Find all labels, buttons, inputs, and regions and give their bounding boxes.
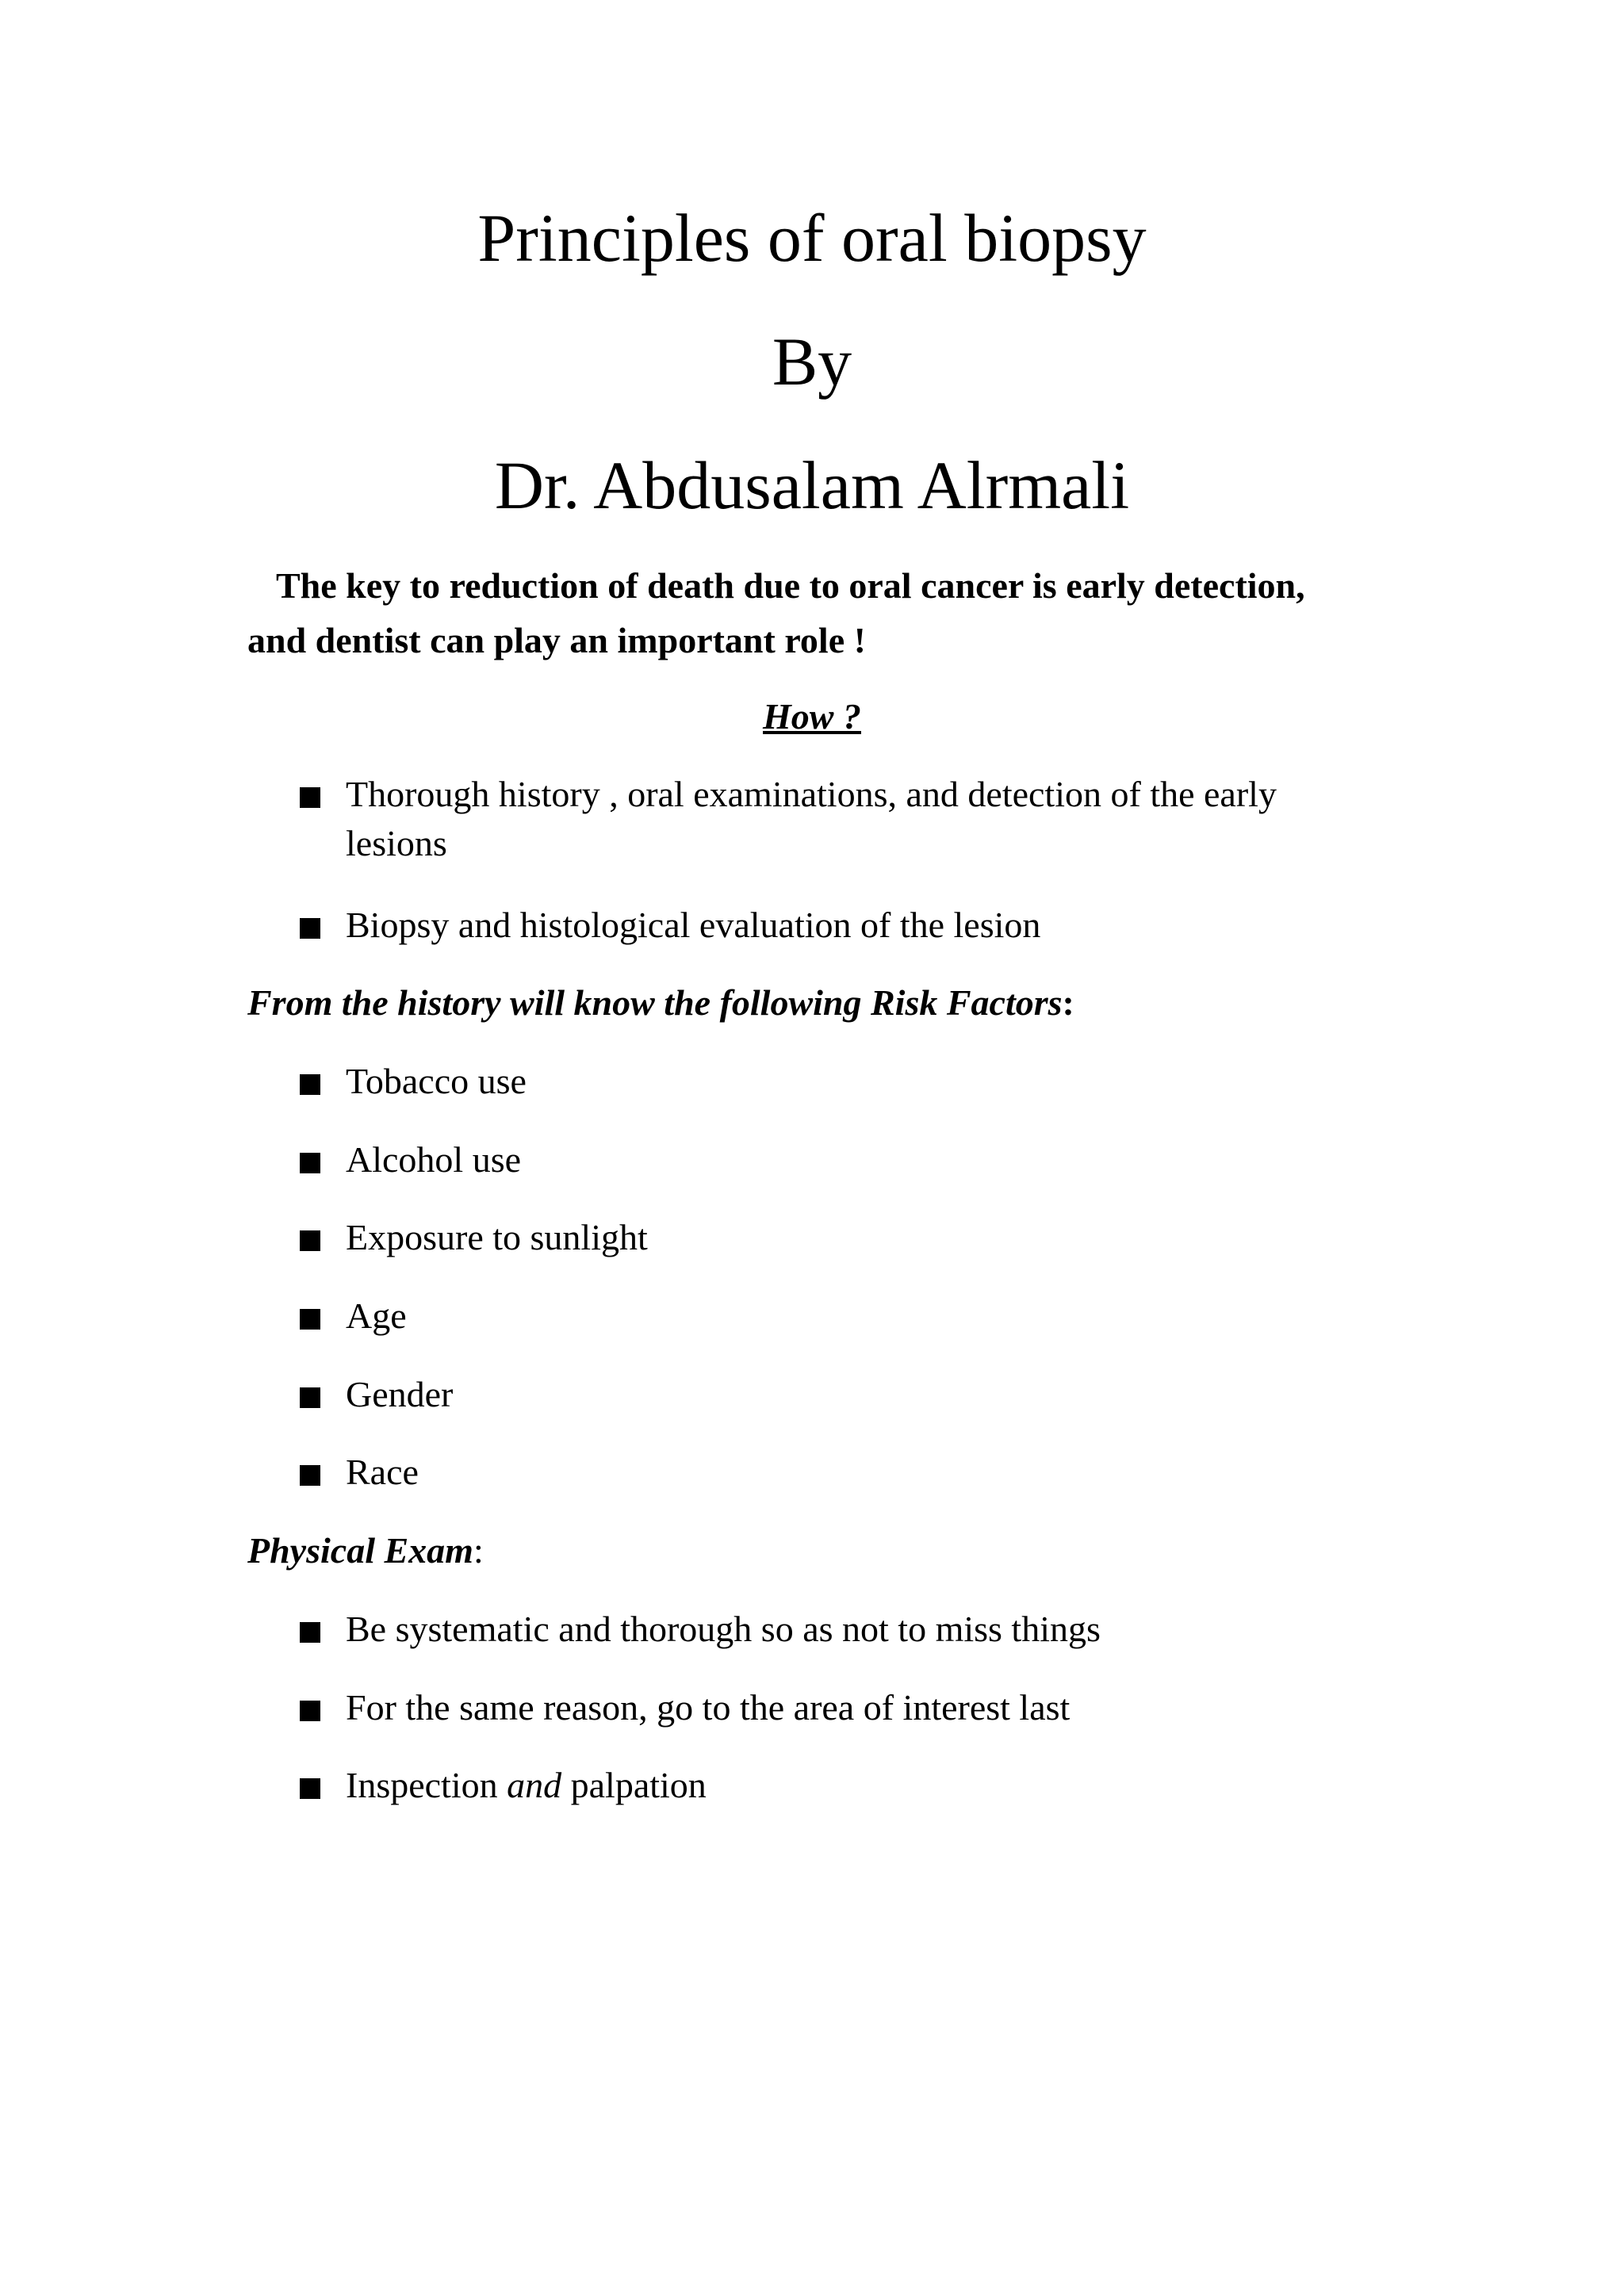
risk-factor-label: Race — [346, 1452, 419, 1492]
risk-factor-item — [300, 1057, 1410, 1106]
risk-factor-item — [300, 1213, 1410, 1262]
author-name: Dr. Abdusalam Alrmali — [494, 447, 1130, 523]
document-title: Principles of oral biopsy — [477, 200, 1147, 276]
how-heading: How ? — [763, 696, 861, 737]
exam-item-label — [346, 1761, 1410, 1810]
how-item-line-1: Thorough history , oral examinations, and detection of the early — [346, 774, 1277, 814]
exam-item-label: For the same reason, go to the area of interest last — [346, 1687, 1071, 1728]
physical-exam-heading-colon: : — [473, 1530, 484, 1571]
bullet-square-icon — [300, 1387, 320, 1408]
how-item-line-2: lesions — [346, 823, 447, 863]
bullet-square-icon — [300, 1230, 320, 1251]
intro-line-1: The key to reduction of death due to oral cancer is early detection, — [276, 565, 1305, 606]
exam-item-text-before: Inspection — [346, 1765, 508, 1805]
bullet-square-icon — [300, 1309, 320, 1330]
risk-factor-item — [300, 1448, 1410, 1497]
risk-factors-heading-text: From the history will know the following Risk Factors — [247, 982, 1063, 1023]
physical-exam-heading-text: Physical Exam — [247, 1530, 473, 1571]
exam-item — [300, 1605, 1410, 1654]
bullet-square-icon — [300, 1153, 320, 1173]
risk-factor-label: Gender — [346, 1374, 454, 1414]
exam-item-emphasis: and — [507, 1765, 562, 1805]
bullet-square-icon — [300, 1622, 320, 1643]
risk-factors-heading-colon: : — [1062, 982, 1074, 1023]
risk-factor-item — [300, 1135, 1410, 1184]
how-item-line-1: Biopsy and histological evaluation of the lesion — [346, 905, 1041, 945]
risk-factor-label: Exposure to sunlight — [346, 1217, 648, 1257]
title-by-line: By — [772, 323, 852, 400]
risk-factor-item — [300, 1370, 1410, 1419]
bullet-square-icon — [300, 1778, 320, 1799]
exam-item-text-after: palpation — [561, 1765, 707, 1805]
risk-factor-label: Age — [346, 1295, 407, 1336]
risk-factors-heading — [247, 978, 1074, 1027]
bullet-square-icon — [300, 787, 320, 808]
bullet-square-icon — [300, 1701, 320, 1721]
how-item — [300, 901, 1410, 950]
bullet-square-icon — [300, 918, 320, 939]
exam-item — [300, 1761, 1410, 1810]
exam-item-label: Be systematic and thorough so as not to miss things — [346, 1609, 1101, 1649]
intro-line-2: and dentist can play an important role ! — [247, 620, 866, 660]
how-item — [300, 770, 1410, 868]
exam-item — [300, 1683, 1410, 1732]
bullet-square-icon — [300, 1074, 320, 1095]
physical-exam-heading — [247, 1526, 484, 1575]
intro-paragraph — [247, 558, 1389, 668]
risk-factor-label: Tobacco use — [346, 1061, 527, 1101]
bullet-square-icon — [300, 1465, 320, 1486]
risk-factor-item — [300, 1292, 1410, 1341]
risk-factor-label: Alcohol use — [346, 1139, 522, 1180]
